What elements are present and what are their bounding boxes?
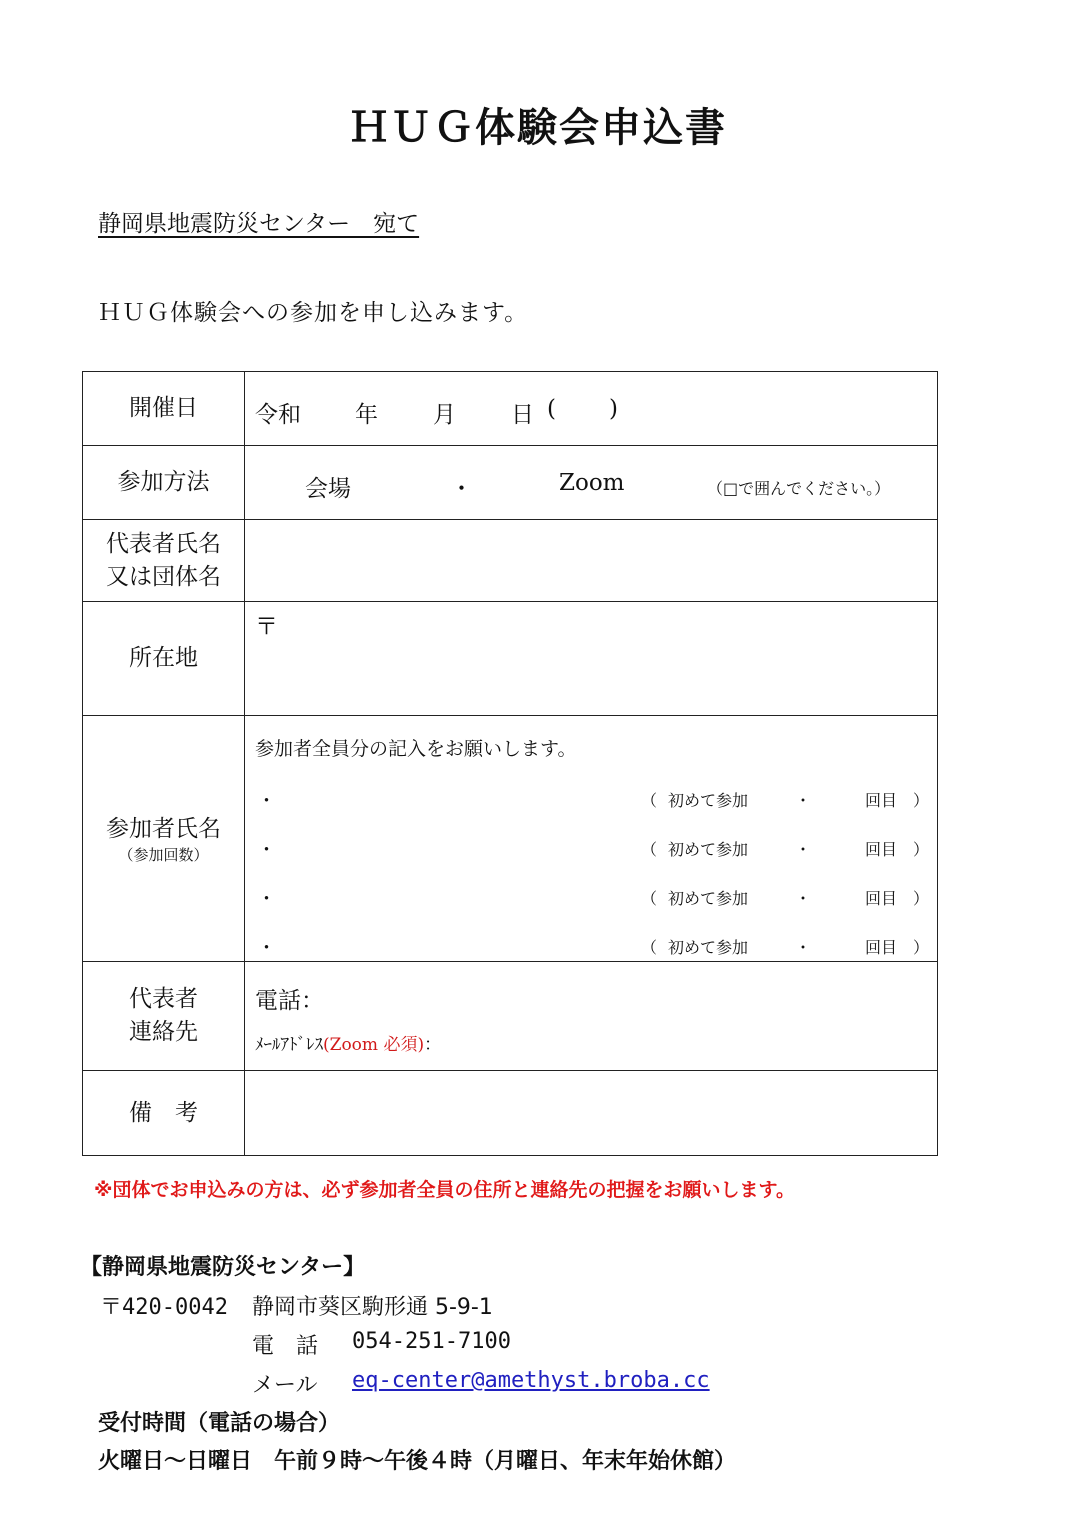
method-hint: （□で囲んでください。）: [707, 479, 891, 498]
participant-bullet: ・: [257, 839, 277, 861]
document-title: ＨＵＧ体験会申込書: [349, 105, 727, 151]
date-row: [83, 372, 938, 446]
participant-open: （: [641, 938, 658, 957]
rep-name-row: [83, 520, 938, 602]
date-month-unit: 月: [433, 402, 456, 428]
participant-open: （: [641, 840, 658, 859]
center-address-text: 静岡市葵区駒形通 5-9-1: [252, 1295, 493, 1320]
date-day-unit: 日: [511, 402, 534, 428]
participant-dot: ・: [795, 938, 812, 957]
postal-mark: 〒: [255, 614, 278, 640]
group-note: ※団体でお申込みの方は、必ず参加者全員の住所と連絡先の把握をお願いします。: [94, 1179, 795, 1201]
address-field[interactable]: [245, 602, 938, 716]
center-phone: 054-251-7100: [352, 1329, 511, 1354]
application-form-table: [82, 371, 938, 1156]
address-row: [83, 602, 938, 716]
participant-times[interactable]: 回目: [865, 791, 898, 810]
phone-label[interactable]: 電話：: [255, 988, 324, 1014]
participant-open: （: [641, 889, 658, 908]
center-email-label: メール: [252, 1373, 318, 1398]
center-email-wrap: [352, 1368, 710, 1393]
participant-close: ）: [913, 840, 930, 859]
center-phone-label: 電 話: [252, 1334, 319, 1359]
participant-dot: ・: [795, 840, 812, 859]
method-label: 参加方法: [83, 446, 245, 520]
rep-name-label-line2: 又は団体名: [106, 563, 221, 590]
remarks-row: [83, 1071, 938, 1156]
hours-text: 火曜日～日曜日 午前９時～午後４時（月曜日、年末年始休館）: [98, 1449, 737, 1474]
address-label: 所在地: [83, 602, 245, 716]
contact-label-line2: 連絡先: [129, 1019, 198, 1045]
center-email-link[interactable]: eq-center@amethyst.broba.cc: [352, 1368, 710, 1393]
participant-close: ）: [913, 791, 930, 810]
email-required-note: (Zoom 必須): [323, 1035, 425, 1055]
date-field[interactable]: [245, 372, 938, 446]
date-weekday-close: ): [609, 396, 618, 422]
method-field: [245, 446, 938, 520]
participant-close: ）: [913, 889, 930, 908]
contact-field: [245, 962, 938, 1071]
participant-first-time[interactable]: 初めて参加: [668, 791, 749, 810]
center-postal: 〒420-0042: [100, 1295, 228, 1320]
center-address: [252, 1290, 493, 1321]
email-label-colon: ：: [424, 1035, 442, 1055]
participants-sublabel: （参加回数）: [118, 846, 209, 864]
contact-row: [83, 962, 938, 1071]
participants-label: [83, 716, 245, 962]
date-weekday-open: (: [547, 396, 556, 422]
participant-dot: ・: [795, 889, 812, 908]
rep-name-field[interactable]: [245, 520, 938, 602]
participant-times[interactable]: 回目: [865, 889, 898, 908]
method-option-zoom[interactable]: Zoom: [559, 470, 625, 496]
method-row: [83, 446, 938, 520]
participant-bullet: ・: [257, 888, 277, 910]
participant-times[interactable]: 回目: [865, 840, 898, 859]
hours-heading: 受付時間（電話の場合）: [98, 1411, 341, 1436]
remarks-label: 備 考: [83, 1071, 245, 1156]
participant-close: ）: [913, 938, 930, 957]
participant-times[interactable]: 回目: [865, 938, 898, 957]
method-separator: ・: [450, 476, 473, 502]
contact-label: [83, 962, 245, 1071]
rep-name-label-line1: 代表者氏名: [106, 530, 221, 557]
date-year-unit: 年: [355, 402, 378, 428]
date-label: 開催日: [83, 372, 245, 446]
contact-label-line1: 代表者: [129, 986, 198, 1012]
addressee: 静岡県地震防災センター 宛て: [98, 211, 420, 237]
date-era: 令和: [255, 402, 301, 428]
participant-first-time[interactable]: 初めて参加: [668, 840, 749, 859]
participants-label-main: 参加者氏名: [106, 816, 221, 842]
remarks-field[interactable]: [245, 1071, 938, 1156]
email-label-prefix: ﾒｰﾙｱﾄﾞﾚｽ: [255, 1035, 323, 1055]
participant-bullet: ・: [257, 937, 277, 959]
email-label[interactable]: [255, 1030, 441, 1055]
participant-bullet: ・: [257, 790, 277, 812]
method-option-venue[interactable]: 会場: [305, 476, 351, 502]
rep-name-label: [83, 520, 245, 602]
participant-open: （: [641, 791, 658, 810]
intro-text: ＨＵＧ体験会への参加を申し込みます。: [98, 300, 529, 326]
participants-row: [83, 716, 938, 962]
participant-first-time[interactable]: 初めて参加: [668, 889, 749, 908]
participant-first-time[interactable]: 初めて参加: [668, 938, 749, 957]
participants-instruction: 参加者全員分の記入をお願いします。: [255, 738, 577, 760]
participants-field: [245, 716, 938, 962]
center-heading: 【静岡県地震防災センター】: [80, 1255, 366, 1280]
participant-dot: ・: [795, 791, 812, 810]
